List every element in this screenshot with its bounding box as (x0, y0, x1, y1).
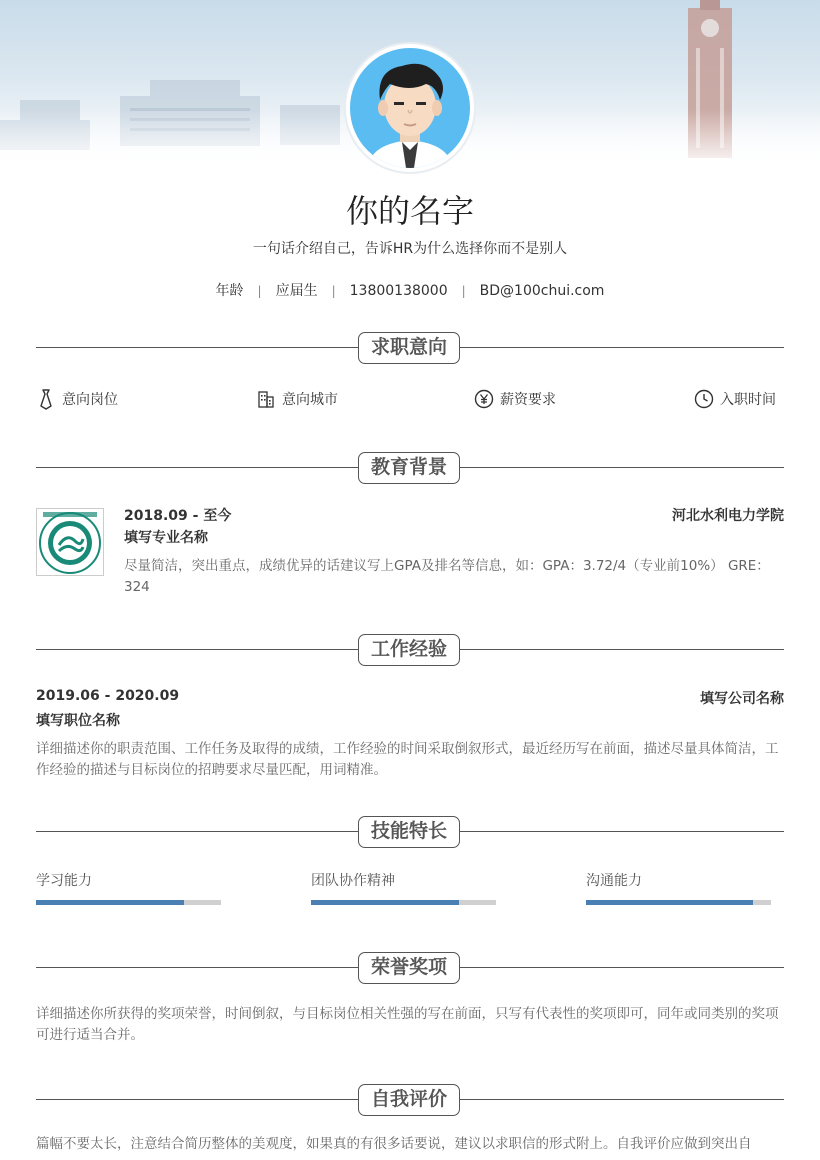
school-logo (36, 508, 104, 576)
major-name: 填写专业名称 (124, 530, 208, 546)
school-emblem-icon (37, 509, 103, 575)
skill-bar (586, 900, 771, 905)
skill-bar (311, 900, 496, 905)
section-header-skills (36, 816, 784, 848)
section-header-honors (36, 952, 784, 984)
honors-description: 详细描述你所获得的奖项荣誉，时间倒叙，与目标岗位相关性强的写在前面，只写有代表性的奖项即可，同年或同类别的奖项可进行适当合并。 (36, 1006, 779, 1043)
education-description: 尽量简洁，突出重点，成绩优异的话建议写上GPA及排名等信息，如：GPA：3.72/4（专业前10%） GRE：324 (124, 558, 770, 595)
intent-city (256, 386, 338, 412)
skill-item (311, 870, 496, 905)
skill-bar-fill (311, 900, 459, 905)
intent-position (36, 386, 118, 412)
position-name: 填写职位名称 (36, 713, 120, 729)
company-name: 填写公司名称 (700, 691, 784, 707)
contact-status: 应届生 (275, 283, 318, 299)
avatar (346, 44, 474, 172)
section-title: 技能特长 (358, 816, 460, 848)
skill-bar-fill (36, 900, 184, 905)
school-name: 河北水利电力学院 (672, 508, 784, 524)
clock-icon (694, 389, 714, 409)
self-evaluation-description: 篇幅不要太长，注意结合简历整体的美观度，如果真的有很多话要说，建议以求职信的形式附上。自我评价应做到突出自 (36, 1136, 752, 1152)
section-header-work (36, 634, 784, 666)
education-period: 2018.09 - 至今 (124, 508, 232, 524)
intent-label: 意向岗位 (62, 392, 118, 408)
skill-label: 沟通能力 (586, 873, 642, 889)
contact-phone[interactable]: 13800138000 (349, 283, 448, 299)
intent-start-date (694, 386, 776, 412)
candidate-name: 你的名字 (345, 192, 474, 230)
section-title: 荣誉奖项 (358, 952, 460, 984)
skill-item (36, 870, 221, 905)
work-description: 详细描述你的职责范围、工作任务及取得的成绩，工作经验的时间采取倒叙形式，最近经历写在前面，描述尽量具体简洁，工作经验的描述与目标岗位的招聘要求尽量匹配，用词精准。 (36, 741, 779, 778)
skill-label: 学习能力 (36, 873, 92, 889)
yen-icon (474, 389, 494, 409)
intent-label: 意向城市 (282, 392, 338, 408)
skill-label: 团队协作精神 (311, 873, 395, 889)
intent-label: 薪资要求 (500, 392, 556, 408)
contact-info (0, 280, 820, 300)
section-title: 工作经验 (358, 634, 460, 666)
skill-item (586, 870, 771, 905)
section-header-intent (36, 332, 784, 364)
self-introduction: 一句话介绍自己，告诉HR为什么选择你而不是别人 (252, 241, 568, 257)
section-header-self-evaluation (36, 1084, 784, 1116)
building-icon (256, 389, 276, 409)
section-title: 求职意向 (358, 332, 460, 364)
divider: | (461, 284, 466, 298)
contact-email[interactable]: BD@100chui.com (479, 283, 605, 299)
contact-age: 年龄 (215, 283, 244, 299)
work-period: 2019.06 - 2020.09 (36, 688, 180, 704)
intent-label: 入职时间 (720, 392, 776, 408)
avatar-illustration (350, 48, 470, 168)
divider: | (257, 284, 262, 298)
section-title: 自我评价 (358, 1084, 460, 1116)
intent-salary (474, 386, 556, 412)
divider: | (331, 284, 336, 298)
skill-bar (36, 900, 221, 905)
section-header-education (36, 452, 784, 484)
skill-bar-fill (586, 900, 753, 905)
tie-icon (36, 388, 56, 410)
section-title: 教育背景 (358, 452, 460, 484)
